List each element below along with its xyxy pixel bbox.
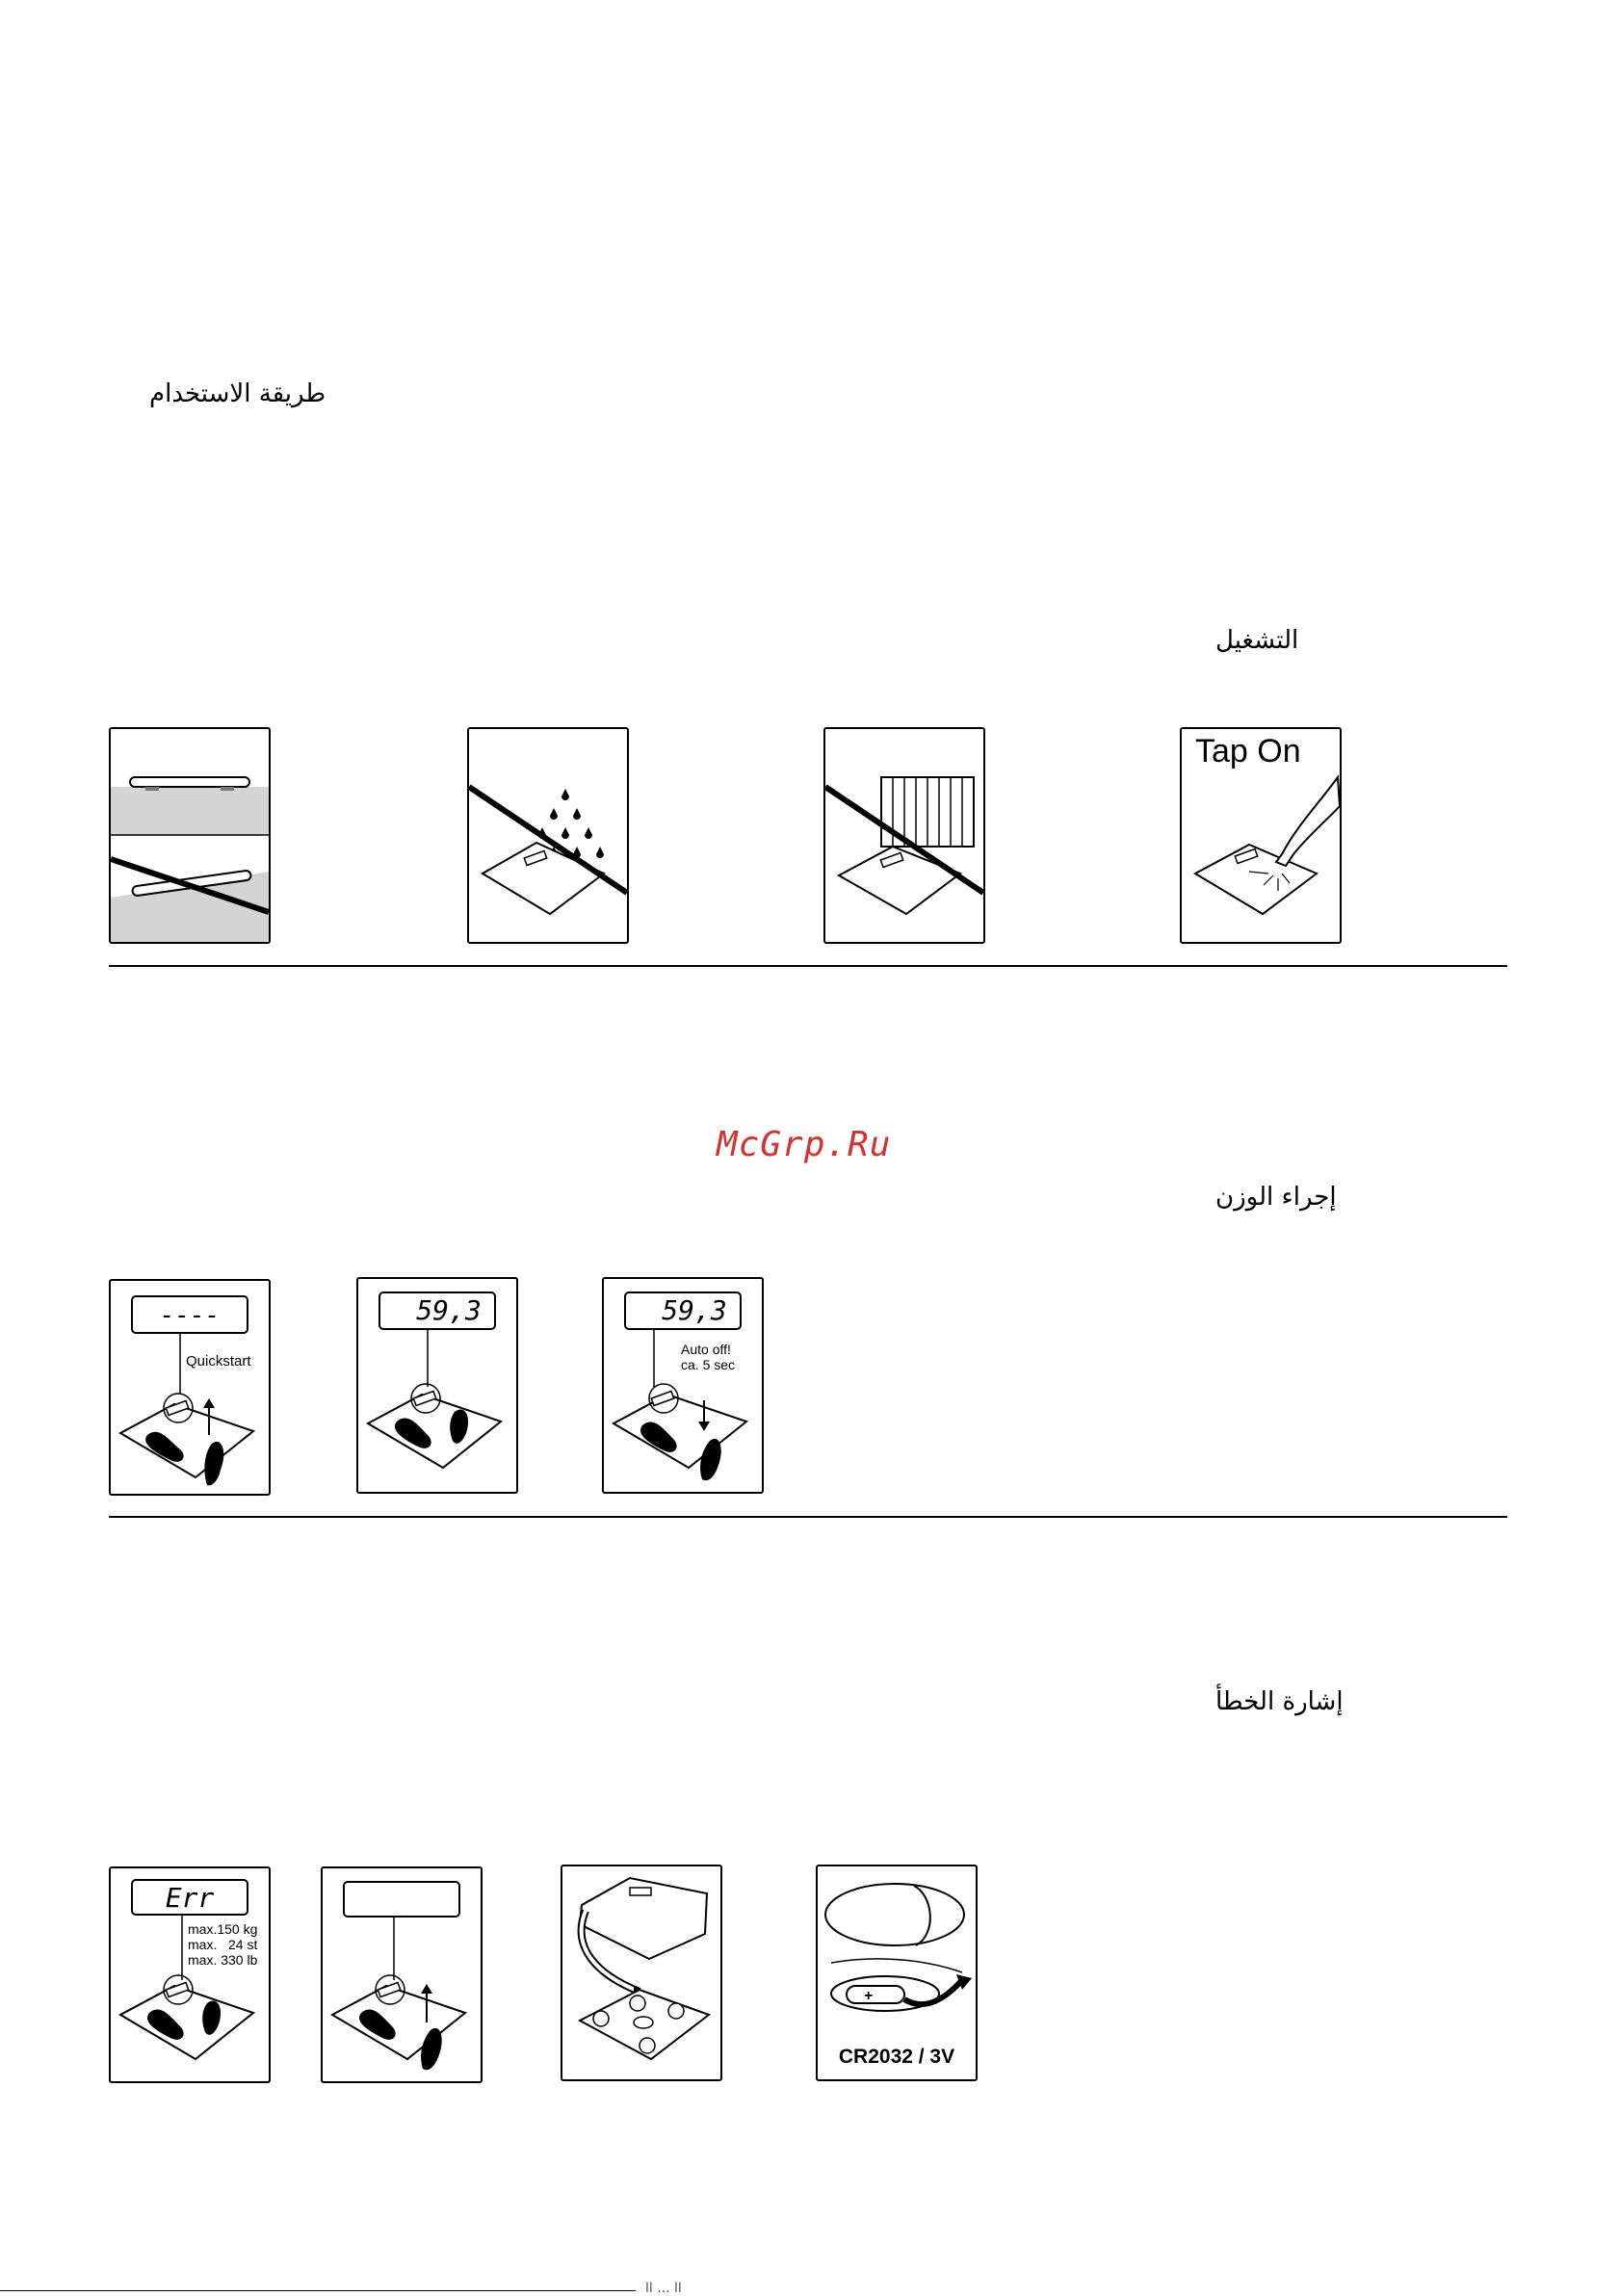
flat-surface-icon (111, 729, 269, 942)
panel-auto-off (602, 1277, 764, 1494)
footer-fragment: اا ... اا (645, 2281, 682, 2296)
weighing-heading: إجراء الوزن (1215, 1183, 1337, 1212)
display-err: Err (165, 1882, 215, 1914)
flip-scale-icon (562, 1866, 720, 2079)
footer-rule (0, 2290, 636, 2291)
usage-heading: طريقة الاستخدام (149, 379, 326, 408)
step-off-icon (323, 1868, 481, 2081)
panel-overload (109, 1866, 271, 2083)
auto-off-line-1: Auto off! (681, 1342, 731, 1357)
no-water-icon (469, 729, 627, 942)
battery-label: CR2032 / 3V (838, 2046, 955, 2068)
overload-icon (111, 1868, 269, 2081)
max-st: max. 24 st (188, 1937, 258, 1952)
divider-weighing (109, 1516, 1507, 1518)
divider-operation (109, 965, 1507, 967)
panel-no-water (467, 727, 629, 944)
auto-off-line-2: ca. 5 sec (681, 1357, 736, 1372)
max-lb: max. 330 lb (188, 1952, 258, 1968)
quickstart-label: Quickstart (186, 1353, 251, 1370)
no-heater-icon (825, 729, 983, 942)
panel-quickstart (109, 1279, 271, 1496)
panel-tap-on (1180, 727, 1342, 944)
panel-battery (816, 1865, 978, 2081)
panel-step-off (321, 1866, 483, 2083)
operation-heading: التشغيل (1215, 626, 1299, 655)
battery-icon (818, 1866, 976, 2079)
tap-on-icon (1182, 729, 1340, 942)
display-weight-2: 59,3 (662, 1294, 727, 1326)
auto-off-icon (604, 1279, 762, 1492)
watermark: McGrp.Ru (717, 1125, 892, 1164)
weight-display-icon (358, 1279, 516, 1492)
panel-battery-cover (561, 1865, 722, 2081)
quickstart-icon (111, 1281, 269, 1494)
panel-flat-surface (109, 727, 271, 944)
panel-weight-display (356, 1277, 518, 1494)
plus-icon: + (864, 1988, 874, 2004)
error-heading: إشارة الخطأ (1215, 1687, 1344, 1716)
display-dashes: ---- (159, 1301, 221, 1330)
tap-on-label: Tap On (1195, 733, 1301, 770)
display-weight-1: 59,3 (416, 1294, 482, 1326)
max-kg: max.150 kg (188, 1921, 258, 1937)
panel-no-heat (823, 727, 985, 944)
